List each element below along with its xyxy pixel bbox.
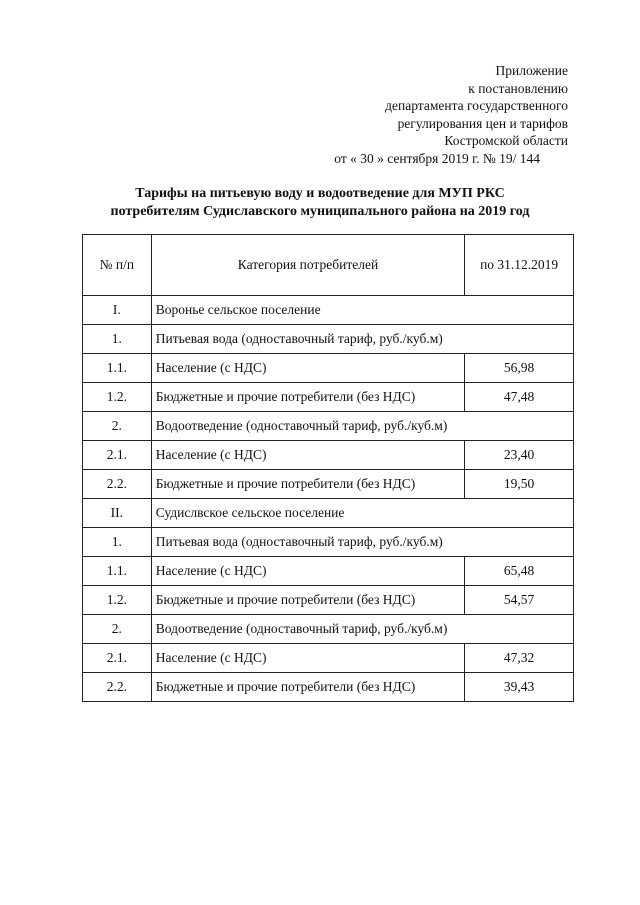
row-number: 2.2.	[83, 470, 152, 499]
row-number: II.	[83, 499, 152, 528]
row-number: 1.2.	[83, 586, 152, 615]
row-number: 1.1.	[83, 557, 152, 586]
row-value: 54,57	[465, 586, 574, 615]
row-category: Население (с НДС)	[151, 644, 465, 673]
row-value: 47,32	[465, 644, 574, 673]
table-row	[83, 296, 574, 325]
title-line-1: Тарифы на питьевую воду и водоотведение для МУП РКС	[135, 186, 505, 201]
row-category: Бюджетные и прочие потребители (без НДС)	[151, 586, 465, 615]
appendix-line: департамента государственного	[385, 98, 568, 114]
row-category: Население (с НДС)	[151, 557, 465, 586]
table-row	[83, 470, 574, 499]
header-number: № п/п	[83, 235, 152, 296]
appendix-date-line: от « 30 » сентября 2019 г. № 19/ 144	[334, 150, 540, 166]
row-category: Население (с НДС)	[151, 441, 465, 470]
row-number: 2.	[83, 615, 152, 644]
tariffs-table	[82, 234, 574, 702]
appendix-line: регулирования цен и тарифов	[397, 115, 568, 131]
table-row	[83, 325, 574, 354]
row-category: Водоотведение (одноставочный тариф, руб./куб.м)	[151, 615, 573, 644]
row-value: 56,98	[465, 354, 574, 383]
row-value: 47,48	[465, 383, 574, 412]
row-number: 2.	[83, 412, 152, 441]
header-category: Категория потребителей	[151, 235, 465, 296]
table-row	[83, 644, 574, 673]
row-number: 1.	[83, 528, 152, 557]
row-category: Воронье сельское поселение	[151, 296, 573, 325]
row-category: Бюджетные и прочие потребители (без НДС)	[151, 470, 465, 499]
table-row	[83, 412, 574, 441]
row-value: 39,43	[465, 673, 574, 702]
row-number: 2.1.	[83, 441, 152, 470]
row-category: Население (с НДС)	[151, 354, 465, 383]
row-number: 2.1.	[83, 644, 152, 673]
table-row	[83, 383, 574, 412]
row-number: 1.	[83, 325, 152, 354]
row-number: 1.1.	[83, 354, 152, 383]
row-category: Питьевая вода (одноставочный тариф, руб./куб.м)	[151, 325, 573, 354]
table-row	[83, 557, 574, 586]
table-row	[83, 586, 574, 615]
table-row	[83, 354, 574, 383]
header-period: по 31.12.2019	[465, 235, 574, 296]
table-row	[83, 528, 574, 557]
table-body	[83, 296, 574, 702]
appendix-header	[334, 62, 568, 168]
table-header-row	[83, 235, 574, 296]
title-line-2: потребителям Судиславского муниципального района на 2019 год	[110, 204, 530, 219]
row-category: Бюджетные и прочие потребители (без НДС)	[151, 673, 465, 702]
row-category: Бюджетные и прочие потребители (без НДС)	[151, 383, 465, 412]
row-category: Судислвское сельское поселение	[151, 499, 573, 528]
row-value: 19,50	[465, 470, 574, 499]
row-category: Водоотведение (одноставочный тариф, руб./куб.м)	[151, 412, 573, 441]
appendix-line: Костромской области	[444, 133, 568, 149]
document-title	[60, 185, 580, 221]
row-category: Питьевая вода (одноставочный тариф, руб./куб.м)	[151, 528, 573, 557]
appendix-line: к постановлению	[468, 80, 568, 96]
table-row	[83, 499, 574, 528]
table-row	[83, 615, 574, 644]
appendix-line: Приложение	[495, 63, 568, 78]
row-number: I.	[83, 296, 152, 325]
table-row	[83, 673, 574, 702]
row-number: 2.2.	[83, 673, 152, 702]
row-value: 65,48	[465, 557, 574, 586]
row-number: 1.2.	[83, 383, 152, 412]
row-value: 23,40	[465, 441, 574, 470]
table-row	[83, 441, 574, 470]
